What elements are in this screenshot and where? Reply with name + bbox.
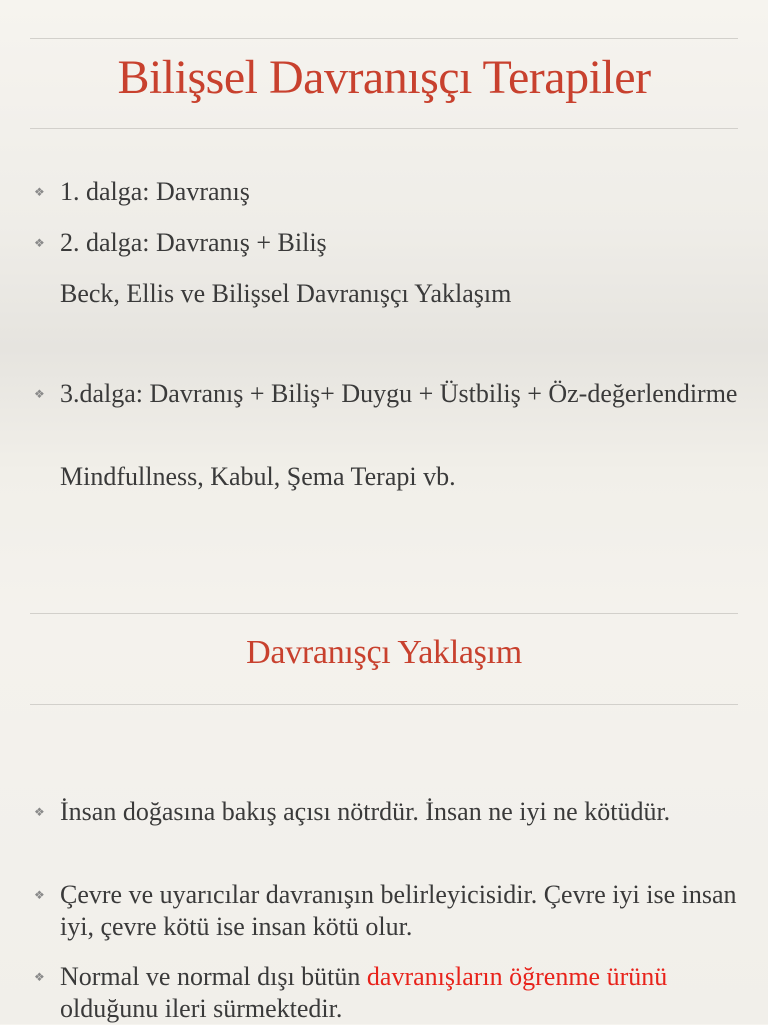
title-rule-bottom: [30, 704, 738, 705]
diamond-bullet-icon: ❖: [34, 805, 45, 819]
list-item-text-before: Normal ve normal dışı bütün: [60, 962, 367, 991]
list-item-text-after: olduğunu ileri sürmektedir.: [60, 994, 343, 1023]
diamond-bullet-icon: ❖: [34, 888, 45, 902]
list-item-text: 2. dalga: Davranış + Biliş: [60, 228, 327, 257]
list-item: [34, 176, 740, 208]
diamond-bullet-icon: ❖: [34, 387, 45, 401]
list-item-text: 1. dalga: Davranış: [60, 177, 250, 206]
list-item-text: Çevre ve uyarıcılar davranışın belirleyicisidir. Çevre iyi ise insan iyi, çevre kötü ise insan kötü olur.: [60, 880, 737, 941]
diamond-bullet-icon: ❖: [34, 185, 45, 199]
list-item: [34, 227, 740, 259]
list-item: [34, 796, 740, 828]
list-item: [34, 961, 740, 1025]
title-rule-bottom: [30, 128, 738, 129]
list-item-text: [60, 962, 667, 1023]
slide-1-title: Bilişsel Davranışçı Terapiler: [117, 51, 651, 104]
slide-2-title: Davranışçı Yaklaşım: [246, 634, 522, 671]
list-item-text: İnsan doğasına bakış açısı nötrdür. İnsan ne iyi ne kötüdür.: [60, 797, 671, 826]
diamond-bullet-icon: ❖: [34, 970, 45, 984]
list-item-text: 3.dalga: Davranış + Biliş+ Duygu + Üstbiliş + Öz-değerlendirme: [60, 379, 738, 408]
title-rule-top: [30, 38, 738, 39]
highlighted-text: davranışların öğrenme ürünü: [366, 962, 668, 991]
list-item: [34, 378, 740, 410]
diamond-bullet-icon: ❖: [34, 236, 45, 250]
list-item-subtext: Beck, Ellis ve Bilişsel Davranışçı Yaklaşım: [60, 279, 512, 308]
list-item: [34, 879, 740, 943]
title-rule-top: [30, 613, 738, 614]
list-item-subtext: Mindfullness, Kabul, Şema Terapi vb.: [60, 462, 456, 491]
